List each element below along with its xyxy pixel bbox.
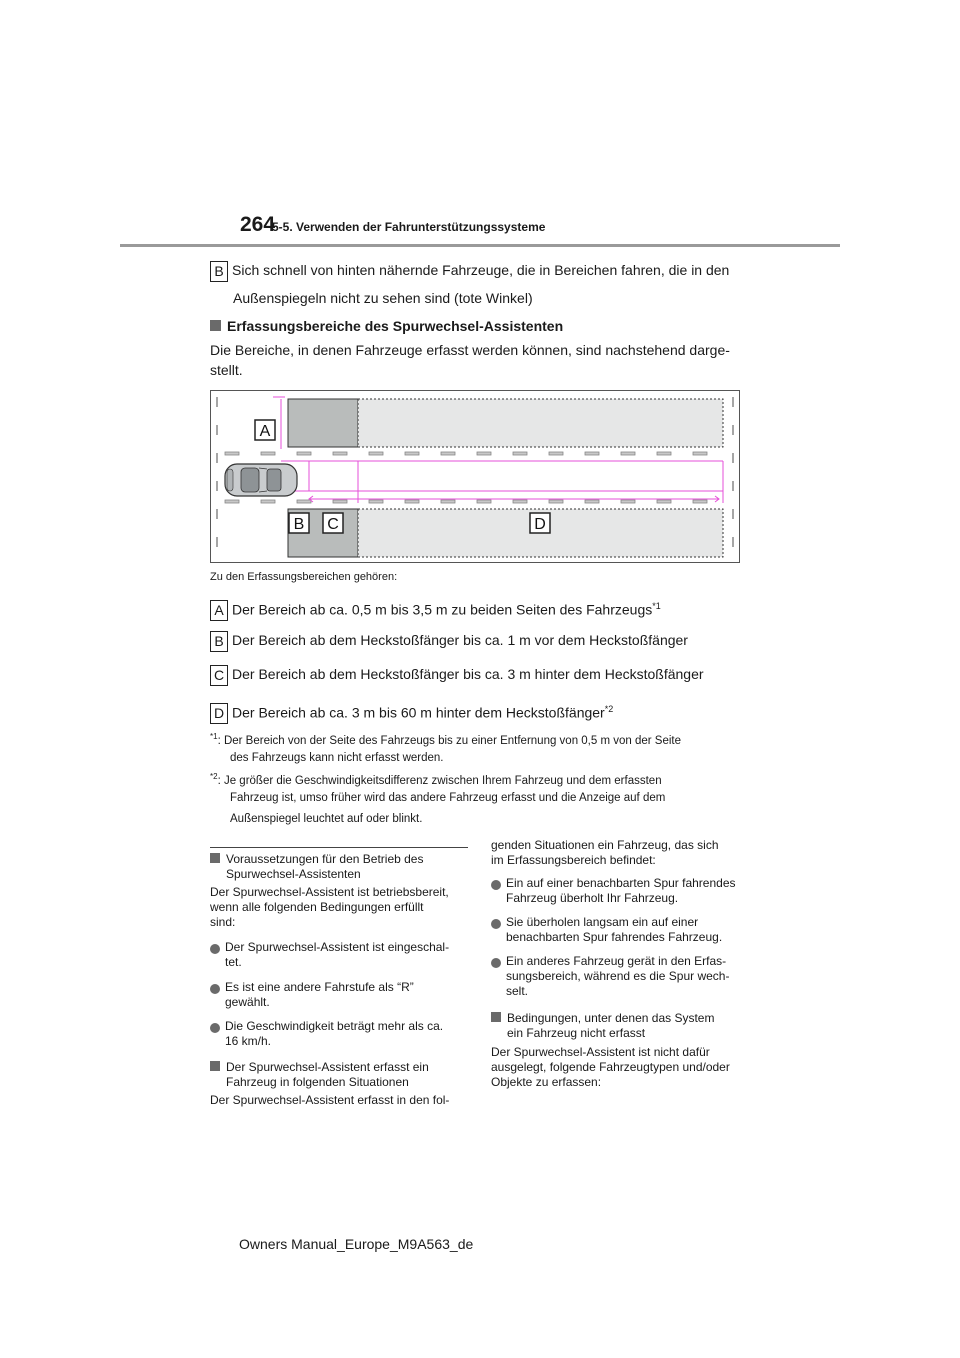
label-box-a: A	[210, 600, 228, 621]
area-text-b: Der Bereich ab dem Heckstoßfänger bis ca. 1 m vor dem Heckstoßfänger	[232, 632, 688, 648]
left-heading-2-line1: Der Spurwechsel-Assistent erfasst ein	[226, 1060, 429, 1074]
area-text-d: Der Bereich ab ca. 3 m bis 60 m hinter dem Heckstoßfänger	[232, 704, 605, 721]
round-bullet-icon	[491, 958, 501, 968]
diagram-label-c	[323, 513, 343, 533]
right-heading-1-line1: Bedingungen, unter denen das System	[507, 1011, 715, 1025]
round-bullet-icon	[210, 1023, 220, 1033]
left-para-1-line2: wenn alle folgenden Bedingungen erfüllt	[210, 900, 424, 914]
svg-text:A: A	[259, 423, 271, 440]
svg-text:D: D	[534, 516, 546, 533]
right-para-1-line2: im Erfassungsbereich befindet:	[491, 853, 656, 867]
right-bullet-1-line2: Fahrzeug überholt Ihr Fahrzeug.	[506, 891, 679, 905]
left-bullet-3-line2: 16 km/h.	[225, 1034, 272, 1048]
round-bullet-icon	[491, 919, 501, 929]
diagram-caption: Zu den Erfassungsbereichen gehören:	[210, 571, 398, 583]
square-bullet-icon	[210, 853, 220, 863]
diagram-label-d	[530, 513, 550, 533]
right-bullet-3	[491, 954, 729, 999]
left-heading-1-line2: Spurwechsel-Assistenten	[226, 867, 361, 881]
section-body-line2: stellt.	[210, 362, 243, 378]
section-title: 5-5. Verwenden der Fahrunterstützungssysteme	[272, 220, 546, 234]
footnote-2-line3: Außenspiegel leuchtet auf oder blinkt.	[230, 813, 423, 825]
footnote-1-mark: *1	[210, 732, 218, 741]
footnote-2-mark: *2	[210, 772, 218, 781]
zone-top-solid	[288, 399, 358, 447]
right-bullet-3-line2: sungsbereich, während es die Spur wech-	[506, 969, 730, 983]
intro-item-b-line1: Sich schnell von hinten nähernde Fahrzeuge, die in Bereichen fahren, die in den	[232, 262, 730, 278]
left-para-2: Der Spurwechsel-Assistent erfasst in den fol-	[210, 1093, 450, 1107]
right-heading-1	[491, 1011, 714, 1026]
left-heading-2	[210, 1060, 429, 1075]
svg-text:C: C	[327, 516, 339, 533]
right-para-2	[491, 1045, 730, 1090]
label-box-c: C	[210, 665, 228, 686]
left-bullet-1-line2: tet.	[225, 955, 242, 969]
area-text-c: Der Bereich ab dem Heckstoßfänger bis ca. 3 m hinter dem Heckstoßfänger	[232, 666, 704, 682]
car-icon	[225, 464, 297, 496]
right-para-1-line1: genden Situationen ein Fahrzeug, das sich	[491, 838, 719, 852]
column-rule	[210, 847, 468, 848]
diagram-label-b	[289, 513, 309, 533]
right-para-2-line1: Der Spurwechsel-Assistent ist nicht dafür	[491, 1045, 710, 1059]
right-heading-1-line2: ein Fahrzeug nicht erfasst	[507, 1026, 646, 1040]
left-bullet-2-line2: gewählt.	[225, 995, 270, 1009]
zone-top-dotted	[358, 399, 723, 447]
right-para-1	[491, 838, 719, 868]
left-heading-1	[210, 852, 423, 867]
right-para-2-line3: Objekte zu erfassen:	[491, 1075, 602, 1089]
left-bullet-3-line1: Die Geschwindigkeit beträgt mehr als ca.	[225, 1019, 444, 1033]
footnote-2-line1: : Je größer die Geschwindigkeitsdifferenz zwischen Ihrem Fahrzeug und dem erfassten	[217, 774, 662, 787]
round-bullet-icon	[210, 984, 220, 994]
area-text-a: Der Bereich ab ca. 0,5 m bis 3,5 m zu beiden Seiten des Fahrzeugs	[232, 601, 653, 618]
section-body-line1: Die Bereiche, in denen Fahrzeuge erfasst werden können, sind nachstehend darge-	[210, 342, 730, 358]
left-bullet-1-line1: Der Spurwechsel-Assistent ist eingeschal-	[225, 940, 450, 954]
square-bullet-icon	[491, 1012, 501, 1022]
area-sup-a: *1	[652, 601, 661, 611]
left-bullet-3	[210, 1019, 443, 1049]
label-box-b2: B	[210, 631, 228, 652]
right-bullet-3-line1: Ein anderes Fahrzeug gerät in den Erfas-	[506, 954, 727, 968]
square-bullet-icon	[210, 1061, 220, 1071]
left-para-1-line1: Der Spurwechsel-Assistent ist betriebsbereit,	[210, 885, 449, 899]
section-heading-text: Erfassungsbereiche des Spurwechsel-Assistenten	[227, 318, 564, 334]
label-box-d: D	[210, 703, 228, 724]
left-heading-2-line2: Fahrzeug in folgenden Situationen	[226, 1075, 409, 1089]
right-bullet-3-line3: selt.	[506, 984, 529, 998]
left-heading-1-line1: Voraussetzungen für den Betrieb des	[226, 852, 424, 866]
area-sup-d: *2	[604, 704, 614, 714]
detection-area-svg	[211, 391, 739, 562]
left-para-1-line3: sind:	[210, 915, 236, 929]
right-bullet-1	[491, 876, 736, 906]
left-para-1	[210, 885, 449, 930]
area-item-b	[210, 630, 688, 652]
left-bullet-2	[210, 980, 414, 1010]
square-bullet-icon	[210, 320, 221, 331]
right-bullet-2	[491, 915, 722, 945]
round-bullet-icon	[210, 944, 220, 954]
diagram-label-a	[255, 420, 275, 440]
left-bullet-2-line1: Es ist eine andere Fahrstufe als “R”	[225, 980, 414, 994]
intro-item-b	[210, 260, 729, 282]
right-para-2-line2: ausgelegt, folgende Fahrzeugtypen und/oder	[491, 1060, 730, 1074]
area-item-c	[210, 664, 704, 686]
left-bullet-1	[210, 940, 449, 970]
area-item-a	[210, 596, 661, 621]
right-bullet-2-line1: Sie überholen langsam ein auf einer	[506, 915, 699, 929]
footnote-2-line2: Fahrzeug ist, umso früher wird das andere Fahrzeug erfasst und die Anzeige auf dem	[230, 792, 666, 804]
right-bullet-2-line2: benachbarten Spur fahrendes Fahrzeug.	[506, 930, 723, 944]
intro-item-b-line2: Außenspiegeln nicht zu sehen sind (tote Winkel)	[233, 290, 533, 306]
detection-area-diagram	[210, 390, 740, 563]
right-bullet-1-line1: Ein auf einer benachbarten Spur fahrendes	[506, 876, 736, 890]
round-bullet-icon	[491, 880, 501, 890]
page-number: 264	[240, 213, 276, 236]
label-box-b: B	[210, 261, 228, 282]
svg-text:B: B	[293, 516, 305, 533]
footnote-1-line1: : Der Bereich von der Seite des Fahrzeugs bis zu einer Entfernung von 0,5 m von der Seite	[217, 734, 682, 747]
section-heading	[210, 316, 563, 336]
footnote-1-line2: des Fahrzeugs kann nicht erfasst werden.	[230, 752, 444, 764]
header-rule	[120, 244, 840, 247]
footer-text: Owners Manual_Europe_M9A563_de	[239, 1236, 474, 1252]
area-item-d	[210, 699, 613, 724]
